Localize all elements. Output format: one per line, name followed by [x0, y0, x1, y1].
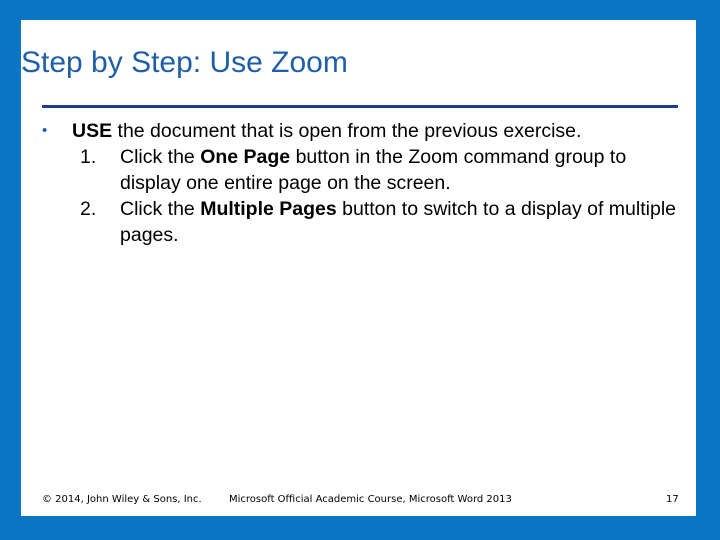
step-item: [42, 196, 682, 248]
step-button-name: One Page: [200, 146, 291, 168]
step-text-post: button in the Zoom command group to display one entire page on the screen.: [120, 146, 627, 194]
slide: [21, 20, 696, 516]
step-button-name: Multiple Pages: [200, 198, 337, 220]
footer-course: Microsoft Official Academic Course, Microsoft Word 2013: [229, 494, 512, 505]
step-text-pre: Click the: [120, 198, 201, 220]
step-text-post: button to switch to a display of multiple pages.: [120, 198, 676, 246]
step-number: 1.: [80, 146, 97, 168]
step-item: [42, 144, 682, 196]
bullet-text: the document that is open from the previous exercise.: [112, 120, 582, 142]
title-divider: [42, 105, 678, 108]
bullet-item: [42, 118, 682, 144]
footer-copyright: © 2014, John Wiley & Sons, Inc.: [42, 494, 202, 505]
step-text-pre: Click the: [120, 146, 201, 168]
slide-body: [42, 118, 682, 248]
footer-page-number: 17: [666, 494, 679, 505]
bullet-keyword: USE: [72, 120, 113, 142]
step-number: 2.: [80, 198, 97, 220]
steps-list: [42, 144, 682, 248]
slide-title: Step by Step: Use Zoom: [21, 46, 348, 79]
bullet-marker: •: [42, 122, 48, 139]
